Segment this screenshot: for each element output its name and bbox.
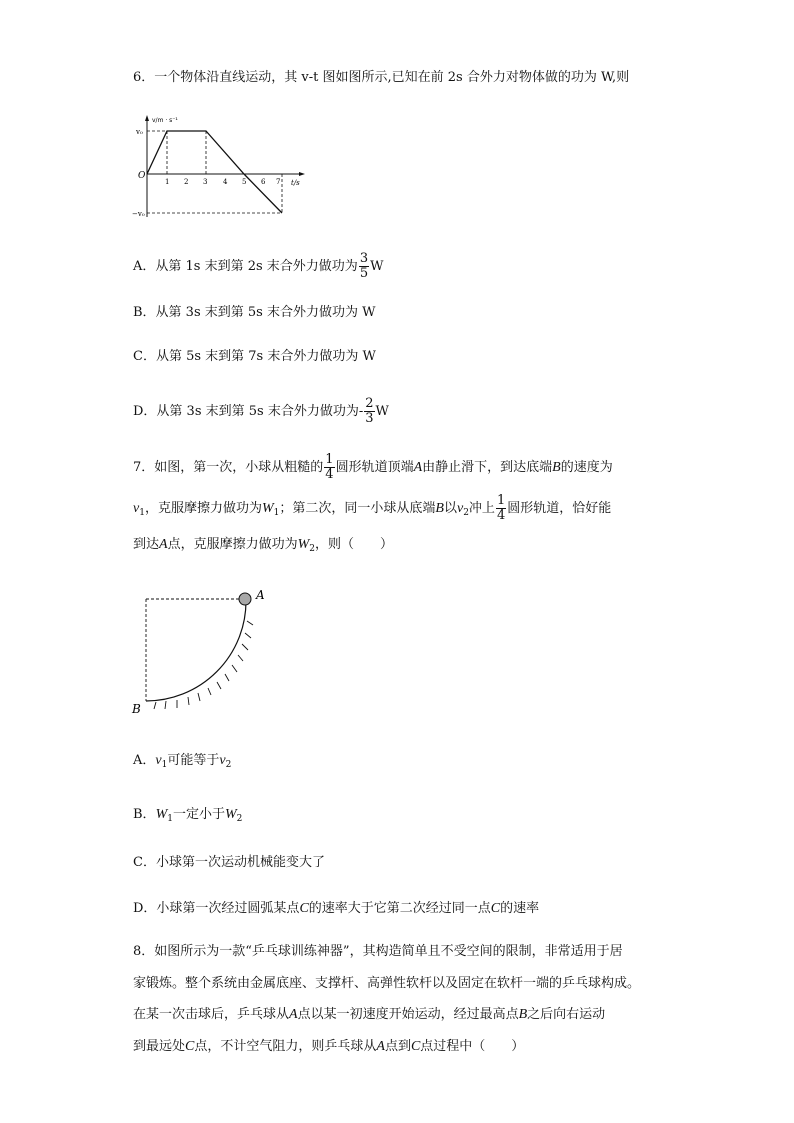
vt-origin-label: O [138,171,146,181]
q6-stem: 6．一个物体沿直线运动，其 v-t 图如图所示,已知在前 2s 合外力对物体做的功为 W,则 [133,70,630,85]
q7-option-a: A．$v_1$可能等于$v_2$ [133,753,232,770]
vt-tick-2: 2 [184,178,189,186]
q7-stem-line2: $v_1$，克服摩擦力做功为$W_1$；第二次，同一小球从底端B以$v_2$冲上 $\frac{1}{4}$ 圆形轨道，恰好能 [133,493,612,523]
vt-tick-5: 5 [242,178,247,186]
ball-icon [239,593,251,605]
q6-option-c: C．从第 5s 末到第 7s 末合外力做功为 W [133,349,376,364]
vt-x-axis-label: t/s [291,179,300,187]
vt-tick-1: 1 [165,178,170,186]
vt-x-arrow [299,172,305,176]
vt-graph [130,112,310,222]
fraction-3-5: $\frac{3}{5}$ [359,251,369,281]
q6-option-d: D．从第 3s 末到第 5s 末合外力做功为- $\frac{2}{3}$ W [133,396,389,426]
q6-option-a: A．从第 1s 末到第 2s 末合外力做功为 $\frac{3}{5}$ W [133,251,384,281]
fraction-2-3: $\frac{2}{3}$ [365,396,374,426]
q7-option-c: C．小球第一次运动机械能变大了 [133,855,325,870]
vt-y-axis-label: v/m · s⁻¹ [152,117,178,124]
q8-stem-line4: 到最远处C点，不计空气阻力，则乒乓球从A点到C点过程中（ ） [133,1039,525,1054]
q8-stem-line1: 8．如图所示为一款“乒乓球训练神器”，其构造简单且不受空间的限制，非常适用于居 [133,944,623,959]
vt-negv0-label: −v₀ [132,210,145,218]
q7-stem-line3: 到达A点，克服摩擦力做功为$W_2$，则（ ） [133,537,394,554]
q8-stem-line2: 家锻炼。整个系统由金属底座、支撑杆、高弹性软杆以及固定在软杆一端的乒乓球构成。 [133,976,641,991]
vt-tick-3: 3 [203,178,208,186]
q8-stem-line3: 在某一次击球后，乒乓球从A点以某一初速度开始运动，经过最高点B之后向右运动 [133,1007,606,1022]
track-hatching [154,621,253,709]
vt-y-arrow [145,115,149,121]
q7-option-d: D．小球第一次经过圆弧某点C的速率大于它第二次经过同一点C的速率 [133,901,540,916]
point-b-label: B [132,702,141,716]
vt-tick-7: 7 [276,178,281,186]
quarter-circle-track-figure [128,585,278,725]
fraction-1-4: $\frac{1}{4}$ [325,452,334,482]
fraction-1-4: $\frac{1}{4}$ [496,493,506,523]
vt-tick-4: 4 [223,178,228,186]
q7-option-b: B．$W_1$一定小于$W_2$ [133,807,243,824]
point-a-label: A [256,588,265,602]
q7-stem-line1: 7．如图，第一次，小球从粗糙的 $\frac{1}{4}$ 圆形轨道顶端A由静止滑下，到达底端B的速度为 [133,452,613,482]
circular-track-arc [146,601,246,701]
vt-v0-label: v₀ [136,128,143,136]
q6-option-b: B．从第 3s 末到第 5s 末合外力做功为 W [133,305,376,320]
vt-tick-6: 6 [261,178,266,186]
